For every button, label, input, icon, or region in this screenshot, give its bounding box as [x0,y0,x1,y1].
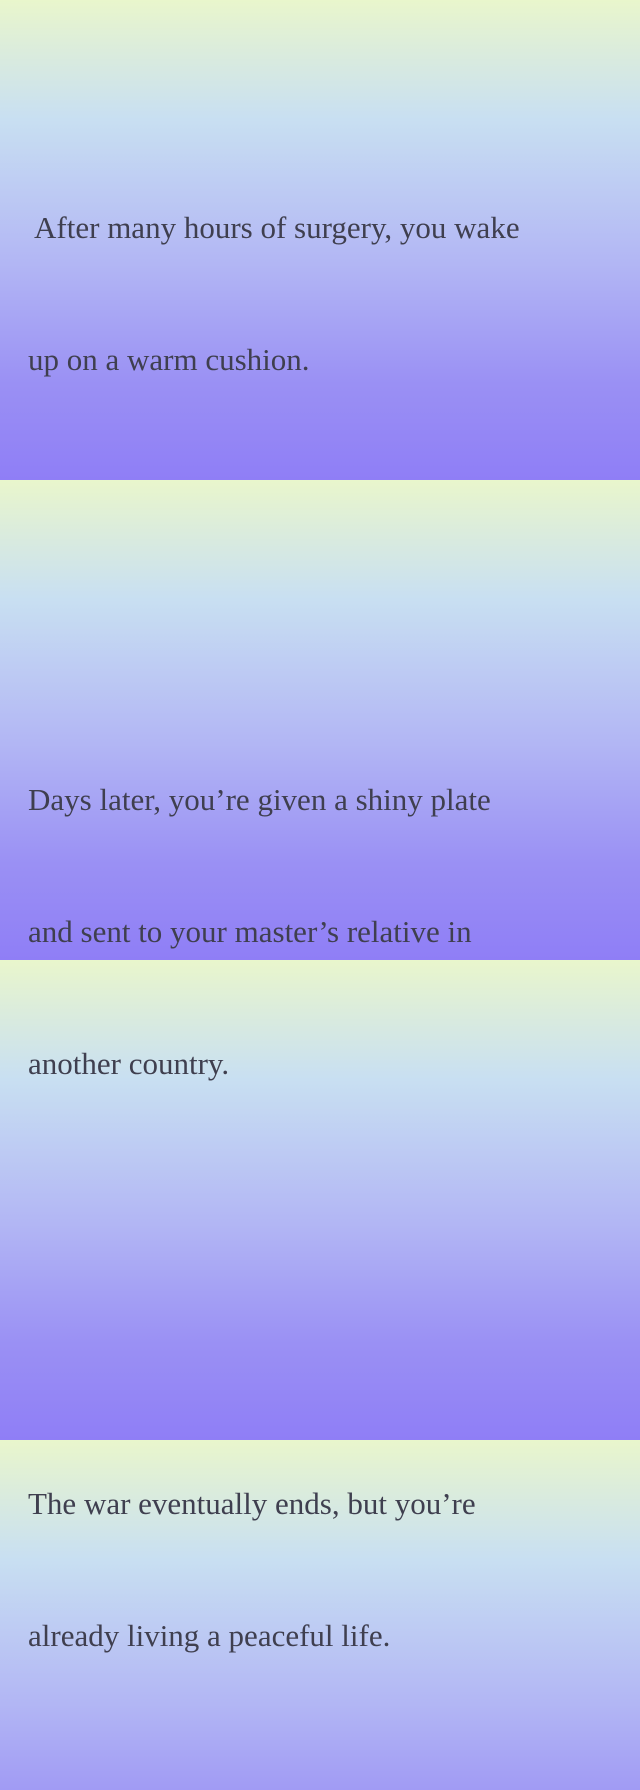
text-line: already living a peaceful life. [28,1618,391,1653]
text-line: Days later, you’re given a shiny plate [28,782,491,817]
paragraph-days-later [28,690,628,1174]
text-line: another country. [28,1046,230,1081]
text-line: The war eventually ends, but you’re [28,1486,476,1521]
paragraph-war-ends [28,1394,628,1746]
text-line: and sent to your master’s relative in [28,914,472,949]
paragraph-gap [28,558,628,602]
text-line: up on a warm cushion. [28,342,310,377]
paragraph-gap [28,1262,628,1306]
text-line: After many hours of surgery, you wake [28,210,520,245]
slide-text-body [28,30,628,1790]
paragraph-surgery [28,118,628,470]
